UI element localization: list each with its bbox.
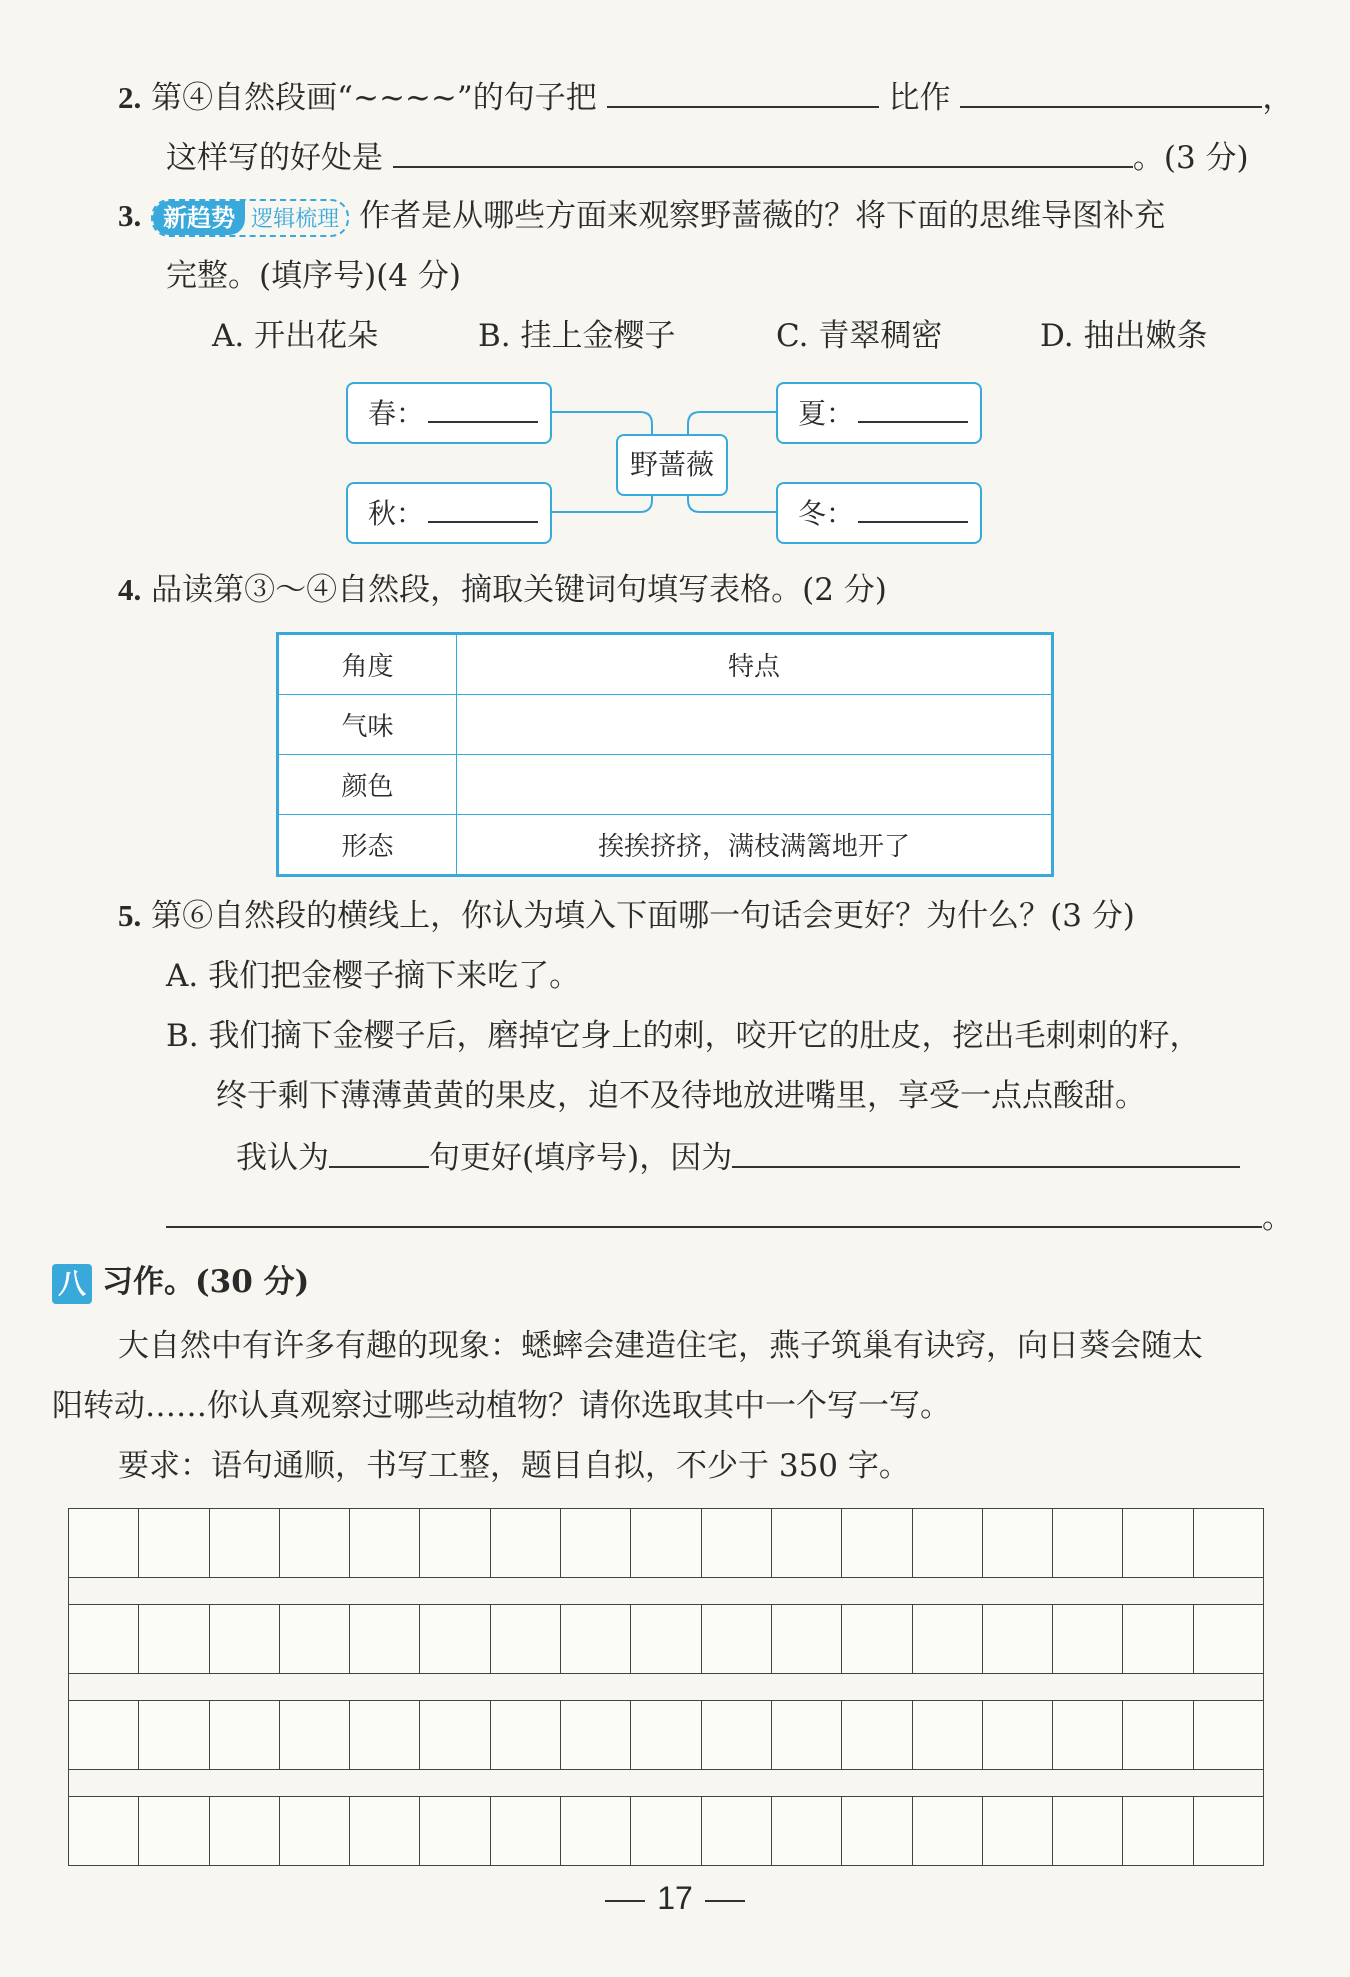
q5-answer-line bbox=[236, 1136, 1240, 1178]
writing-grid-gap bbox=[68, 1770, 1264, 1796]
mindmap-spring-label: 春： bbox=[368, 397, 425, 430]
table-header-row bbox=[278, 634, 1053, 695]
table-cell-feature: 挨挨挤挤，满枝满篱地开了 bbox=[457, 815, 1053, 876]
q3-text1: 作者是从哪些方面来观察野蔷薇的？将下面的思维导图补充 bbox=[359, 198, 1166, 234]
mindmap-summer-label: 夏： bbox=[798, 397, 855, 430]
q5-text: 第⑥自然段的横线上，你认为填入下面哪一句话会更好？为什么？(3 分) bbox=[151, 898, 1135, 934]
q3-option-d: D. 抽出嫩条 bbox=[1040, 318, 1208, 354]
q3-number: 3. bbox=[118, 198, 142, 233]
table-cell-angle: 颜色 bbox=[278, 755, 457, 815]
writing-grid-gap bbox=[68, 1578, 1264, 1604]
q5-number: 5. bbox=[118, 898, 142, 933]
q5-reason-line2 bbox=[166, 1196, 1293, 1238]
trend-badge-sub: 逻辑梳理 bbox=[251, 206, 340, 232]
q2-score: 。(3 分) bbox=[1132, 140, 1249, 176]
q5-option-b-line1: B. 我们摘下金樱子后，磨掉它身上的刺，咬开它的肚皮，挖出毛刺刺的籽， bbox=[166, 1018, 1201, 1054]
q5-option-a: A. 我们把金樱子摘下来吃了。 bbox=[166, 958, 581, 994]
table-header-feature: 特点 bbox=[457, 634, 1053, 695]
mindmap-spring-box[interactable] bbox=[346, 382, 552, 444]
q5-choice-blank[interactable] bbox=[329, 1136, 429, 1168]
trend-badge-main: 新趋势 bbox=[153, 201, 245, 235]
table-cell-angle: 气味 bbox=[278, 695, 457, 755]
section8-para1: 大自然中有许多有趣的现象：蟋蟀会建造住宅，燕子筑巢有诀窍，向日葵会随太 bbox=[118, 1328, 1203, 1364]
q3-option-a: A. 开出花朵 bbox=[212, 318, 379, 354]
q3-text2: 完整。(填序号)(4 分) bbox=[166, 258, 461, 294]
q2-comma: ， bbox=[1262, 80, 1294, 116]
wavy-line-mark: ~~~~ bbox=[352, 80, 457, 116]
q2-text-part4: 这样写的好处是 bbox=[166, 140, 383, 176]
page-number-dash-left bbox=[605, 1900, 645, 1902]
section8-tag: 八 bbox=[52, 1264, 92, 1304]
table-row bbox=[278, 695, 1053, 755]
q2-text-part3: 比作 bbox=[888, 80, 951, 116]
q2-text-part1: 第④自然段画“ bbox=[151, 80, 353, 116]
q5-reason-blank[interactable] bbox=[732, 1136, 1240, 1168]
section8-requirement: 要求：语句通顺，书写工整，题目自拟，不少于 350 字。 bbox=[118, 1448, 910, 1484]
q3-option-c: C. 青翠稠密 bbox=[776, 318, 943, 354]
page-number-dash-right bbox=[705, 1900, 745, 1902]
mindmap-winter-label: 冬： bbox=[798, 497, 855, 530]
mindmap-autumn-label: 秋： bbox=[368, 497, 425, 530]
q5-reason-blank-2[interactable] bbox=[166, 1196, 1262, 1228]
section8-header bbox=[52, 1262, 309, 1304]
mindmap-spring-blank[interactable] bbox=[428, 395, 538, 423]
q2-number: 2. bbox=[118, 80, 142, 115]
mindmap-center: 野蔷薇 bbox=[616, 434, 728, 496]
q5-option-b-line2: 终于剩下薄薄黄黄的果皮，迫不及待地放进嘴里，享受一点点酸甜。 bbox=[216, 1078, 1146, 1114]
writing-grid-row[interactable] bbox=[68, 1508, 1264, 1578]
mindmap-autumn-blank[interactable] bbox=[428, 495, 538, 523]
mindmap-summer-blank[interactable] bbox=[858, 395, 968, 423]
q5-line bbox=[118, 896, 1135, 936]
writing-grid-row[interactable] bbox=[68, 1604, 1264, 1674]
mindmap-winter-blank[interactable] bbox=[858, 495, 968, 523]
q5-end-period: 。 bbox=[1262, 1200, 1293, 1236]
page-number-text: 17 bbox=[657, 1880, 693, 1916]
q5-answer-prefix: 我认为 bbox=[236, 1140, 329, 1176]
mindmap-autumn-box[interactable] bbox=[346, 482, 552, 544]
q5-answer-mid: 句更好(填序号)，因为 bbox=[429, 1140, 733, 1176]
mindmap-connectors bbox=[0, 0, 1350, 600]
q4-line bbox=[118, 570, 887, 610]
page-number bbox=[0, 1880, 1350, 1917]
feature-table bbox=[276, 632, 1054, 877]
table-cell-feature-input[interactable] bbox=[457, 755, 1053, 815]
q3-option-b: B. 挂上金樱子 bbox=[478, 318, 676, 354]
q4-number: 4. bbox=[118, 572, 142, 607]
table-row bbox=[278, 755, 1053, 815]
table-header-angle: 角度 bbox=[278, 634, 457, 695]
writing-grid-gap bbox=[68, 1674, 1264, 1700]
section8-title: 习作。(30 分) bbox=[102, 1264, 310, 1300]
writing-grid-row[interactable] bbox=[68, 1796, 1264, 1866]
table-cell-feature-input[interactable] bbox=[457, 695, 1053, 755]
mindmap-summer-box[interactable] bbox=[776, 382, 982, 444]
mindmap-winter-box[interactable] bbox=[776, 482, 982, 544]
writing-grid-row[interactable] bbox=[68, 1700, 1264, 1770]
q4-text: 品读第③～④自然段，摘取关键词句填写表格。(2 分) bbox=[151, 572, 887, 608]
q2-text-part2: ”的句子把 bbox=[456, 80, 597, 116]
table-cell-angle: 形态 bbox=[278, 815, 457, 876]
section8-para2: 阳转动……你认真观察过哪些动植物？请你选取其中一个写一写。 bbox=[52, 1388, 951, 1424]
table-row bbox=[278, 815, 1053, 876]
